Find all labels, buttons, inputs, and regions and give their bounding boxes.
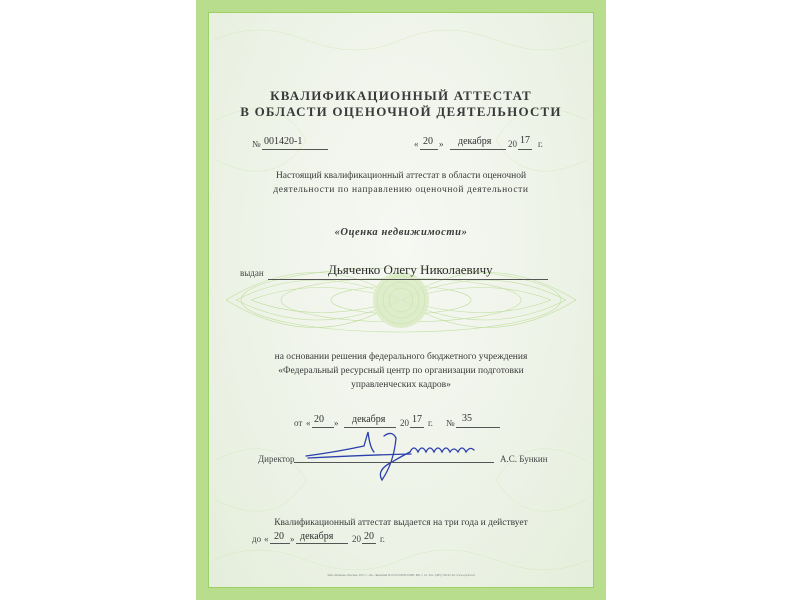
number-prefix: № [252,139,261,149]
valid-quote-close: » [290,534,295,544]
valid-year-abbr: г. [380,534,385,544]
valid-quote-open: « [264,534,269,544]
issue-quote-close: » [439,139,444,149]
intro-line-2: деятельности по направлению оценочной деятельности [273,185,529,195]
printer-imprint: ЗАО «Опцион» Москва, 2017 г., «Б». Лицензия № 05-05-06/003 ФНС РФ, т. 14. Тел.: (495) 726-47-42, www.opcion.ru [327,573,475,577]
issue-month-underline [450,149,506,150]
issue-day: 20 [423,136,433,147]
signature-underline [294,462,494,463]
director-name: А.С. Бункин [500,454,548,464]
valid-year-suffix: 20 [364,531,374,542]
valid-month: декабря [300,531,334,542]
decision-from-label: от [294,418,303,428]
decision-number: 35 [462,413,472,424]
decision-month: декабря [352,414,386,425]
issue-year-underline [518,149,532,150]
director-label: Директор [258,454,295,464]
decision-number-label: № [446,418,455,428]
title-line-2: В ОБЛАСТИ ОЦЕНОЧНОЙ ДЕЯТЕЛЬНОСТИ [240,104,562,119]
director-signature [306,432,474,480]
number-underline [262,149,328,150]
issue-year-suffix: 17 [520,135,530,146]
basis-line-2: «Федеральный ресурсный центр по организации подготовки [278,366,524,376]
decision-year-underline [410,427,424,428]
valid-month-underline [296,543,348,544]
decision-year-prefix: 20 [400,418,409,428]
issue-year-abbr: г. [538,139,543,149]
decision-day-underline [312,427,334,428]
valid-year-underline [362,543,376,544]
decision-number-underline [456,427,500,428]
decision-month-underline [344,427,396,428]
issue-month: декабря [458,136,492,147]
decision-year-abbr: г. [428,418,433,428]
decision-year-suffix: 17 [412,414,422,425]
valid-year-prefix: 20 [352,534,361,544]
issue-day-underline [420,149,438,150]
recipient-name: Дьяченко Олегу Николаевичу [328,262,493,277]
valid-day: 20 [274,531,284,542]
valid-day-underline [270,543,290,544]
decision-quote-close: » [334,418,339,428]
certificate-number: 001420-1 [264,136,303,147]
decision-day: 20 [314,414,324,425]
basis-line-3: управленческих кадров» [351,380,451,390]
certificate-document [196,0,606,600]
validity-line: Квалификационный аттестат выдается на три года и действует [274,518,528,528]
basis-line-1: на основании решения федерального бюджетного учреждения [274,352,528,362]
issued-label: выдан [240,268,264,278]
issue-year-prefix: 20 [508,139,517,149]
valid-until-label: до [252,534,262,544]
issue-quote-open: « [414,139,419,149]
assessment-direction: «Оценка недвижимости» [334,227,468,238]
title-line-1: КВАЛИФИКАЦИОННЫЙ АТТЕСТАТ [270,88,532,103]
recipient-underline [268,279,548,280]
intro-line-1: Настоящий квалификационный аттестат в области оценочной [275,171,527,181]
decision-quote-open: « [306,418,311,428]
